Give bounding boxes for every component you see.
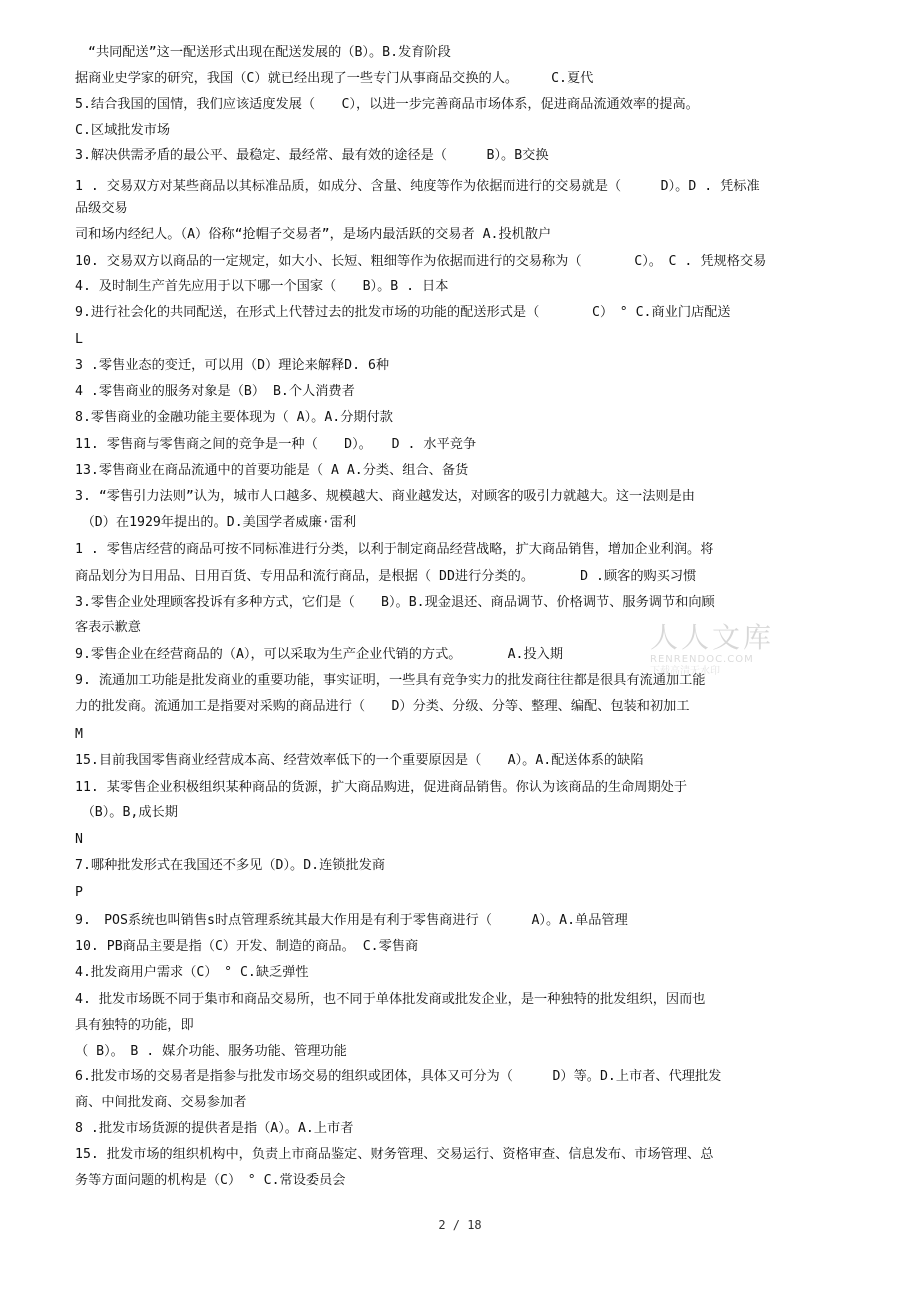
text-line: 6.批发市场的交易者是指参与批发市场交易的组织或团体，具体又可分为（ D）等。D.上市者、代理批发 bbox=[75, 1069, 722, 1084]
text-line: 7.哪种批发形式在我国还不多见（D）。D.连锁批发商 bbox=[75, 858, 386, 873]
text-line: 9. 流通加工功能是批发商业的重要功能，事实证明，一些具有竞争实力的批发商往往都是很具有流通加工能 bbox=[75, 673, 706, 688]
text-line: 9.零售企业在经营商品的（A），可以采取为生产企业代销的方式。 A.投入期 bbox=[75, 647, 564, 662]
text-line: 4.批发商用户需求（C） ° C.缺乏弹性 bbox=[75, 965, 309, 980]
text-line: 4. 及时制生产首先应用于以下哪一个国家（ B）。B . 日本 bbox=[75, 279, 449, 294]
text-line: 1 . 零售店经营的商品可按不同标准进行分类，以利于制定商品经营战略，扩大商品销售，增加企业利润。将 bbox=[75, 542, 714, 557]
text-line: （ B）。 B . 媒介功能、服务功能、管理功能 bbox=[75, 1044, 347, 1059]
text-line: 9. POS系统也叫销售s时点管理系统其最大作用是有利于零售商进行（ A）。A.单品管理 bbox=[75, 913, 628, 928]
text-line: C.区域批发市场 bbox=[75, 123, 171, 138]
text-line: P bbox=[75, 885, 83, 900]
text-line: 据商业史学家的研究，我国（C）就已经出现了一些专门从事商品交换的人。 C.夏代 bbox=[75, 71, 594, 86]
text-line: 3 .零售业态的变迁，可以用（D）理论来解释D. 6种 bbox=[75, 358, 390, 373]
text-line: 3.零售企业处理顾客投诉有多种方式，它们是（ B）。B.现金退还、商品调节、价格调节、服务调节和向顾 bbox=[75, 595, 715, 610]
text-line: 商品划分为日用品、日用百货、专用品和流行商品，是根据（ DD进行分类的。 D .顾客的购买习惯 bbox=[75, 569, 697, 584]
text-line: 15. 批发市场的组织机构中，负责上市商品鉴定、财务管理、交易运行、资格审查、信息发布、市场管理、总 bbox=[75, 1147, 714, 1162]
text-line: 15.目前我国零售商业经营成本高、经营效率低下的一个重要原因是（ A）。A.配送体系的缺陷 bbox=[75, 753, 644, 768]
text-line: 品级交易 bbox=[75, 201, 128, 216]
text-line: 3. “零售引力法则”认为，城市人口越多、规模越大、商业越发达，对顾客的吸引力就越大。这一法则是由 bbox=[75, 489, 695, 504]
text-line: （D）在1929年提出的。D.美国学者威廉·雷利 bbox=[75, 515, 357, 530]
text-line: 务等方面问题的机构是（C） ° C.常设委员会 bbox=[75, 1173, 346, 1188]
text-line: 1 . 交易双方对某些商品以其标准品质，如成分、含量、纯度等作为依据而进行的交易就是（ D）。D . 凭标准 bbox=[75, 179, 760, 194]
watermark-logo bbox=[650, 622, 780, 682]
text-line: 4. 批发市场既不同于集市和商品交易所，也不同于单体批发商或批发企业，是一种独特的批发组织，因而也 bbox=[75, 992, 706, 1007]
text-line: 10. PB商品主要是指（C）开发、制造的商品。 C.零售商 bbox=[75, 939, 419, 954]
text-line: 商、中间批发商、交易参加者 bbox=[75, 1095, 247, 1110]
watermark-tagline: 下载高清无水印 bbox=[650, 666, 720, 677]
text-line: 13.零售商业在商品流通中的首要功能是（ A A.分类、组合、备货 bbox=[75, 463, 469, 478]
text-line: 具有独特的功能，即 bbox=[75, 1018, 194, 1033]
text-line: 9.进行社会化的共同配送，在形式上代替过去的批发市场的功能的配送形式是（ C） ° C.商业门店配送 bbox=[75, 305, 731, 320]
text-line: M bbox=[75, 727, 83, 742]
text-line: 10. 交易双方以商品的一定规定，如大小、长短、粗细等作为依据而进行的交易称为（ C）。 C . 凭规格交易 bbox=[75, 254, 767, 269]
text-line: 力的批发商。流通加工是指要对采购的商品进行（ D）分类、分级、分等、整理、编配、包装和初加工 bbox=[75, 699, 690, 714]
text-line: “共同配送”这一配送形式出现在配送发展的（B）。B.发育阶段 bbox=[88, 45, 451, 60]
text-line: 8.零售商业的金融功能主要体现为（ A）。A.分期付款 bbox=[75, 410, 393, 425]
text-line: （B）。B,成长期 bbox=[75, 805, 178, 820]
text-line: 4 .零售商业的服务对象是（B） B.个人消费者 bbox=[75, 384, 355, 399]
text-line: 11. 某零售企业积极组织某种商品的货源，扩大商品购进，促进商品销售。你认为该商品的生命周期处于 bbox=[75, 780, 688, 795]
text-line: 8 .批发市场货源的提供者是指（A）。A.上市者 bbox=[75, 1121, 354, 1136]
text-line: 3.解决供需矛盾的最公平、最稳定、最经常、最有效的途径是（ B）。B交换 bbox=[75, 148, 549, 163]
watermark-title: 人人文库 bbox=[650, 621, 775, 654]
text-line: L bbox=[75, 332, 83, 347]
text-line: 5.结合我国的国情，我们应该适度发展（ C），以进一步完善商品市场体系，促进商品流通效率的提高。 bbox=[75, 97, 699, 112]
page-number: 2 / 18 bbox=[438, 1218, 482, 1232]
text-line: N bbox=[75, 832, 83, 847]
text-line: 客表示歉意 bbox=[75, 620, 141, 635]
watermark-url: RENRENDOC.COM bbox=[650, 654, 754, 665]
text-line: 11. 零售商与零售商之间的竞争是一种（ D）。 D . 水平竞争 bbox=[75, 437, 477, 452]
text-line: 司和场内经纪人。（A）俗称“抢帽子交易者”，是场内最活跃的交易者 A.投机散户 bbox=[75, 227, 552, 242]
